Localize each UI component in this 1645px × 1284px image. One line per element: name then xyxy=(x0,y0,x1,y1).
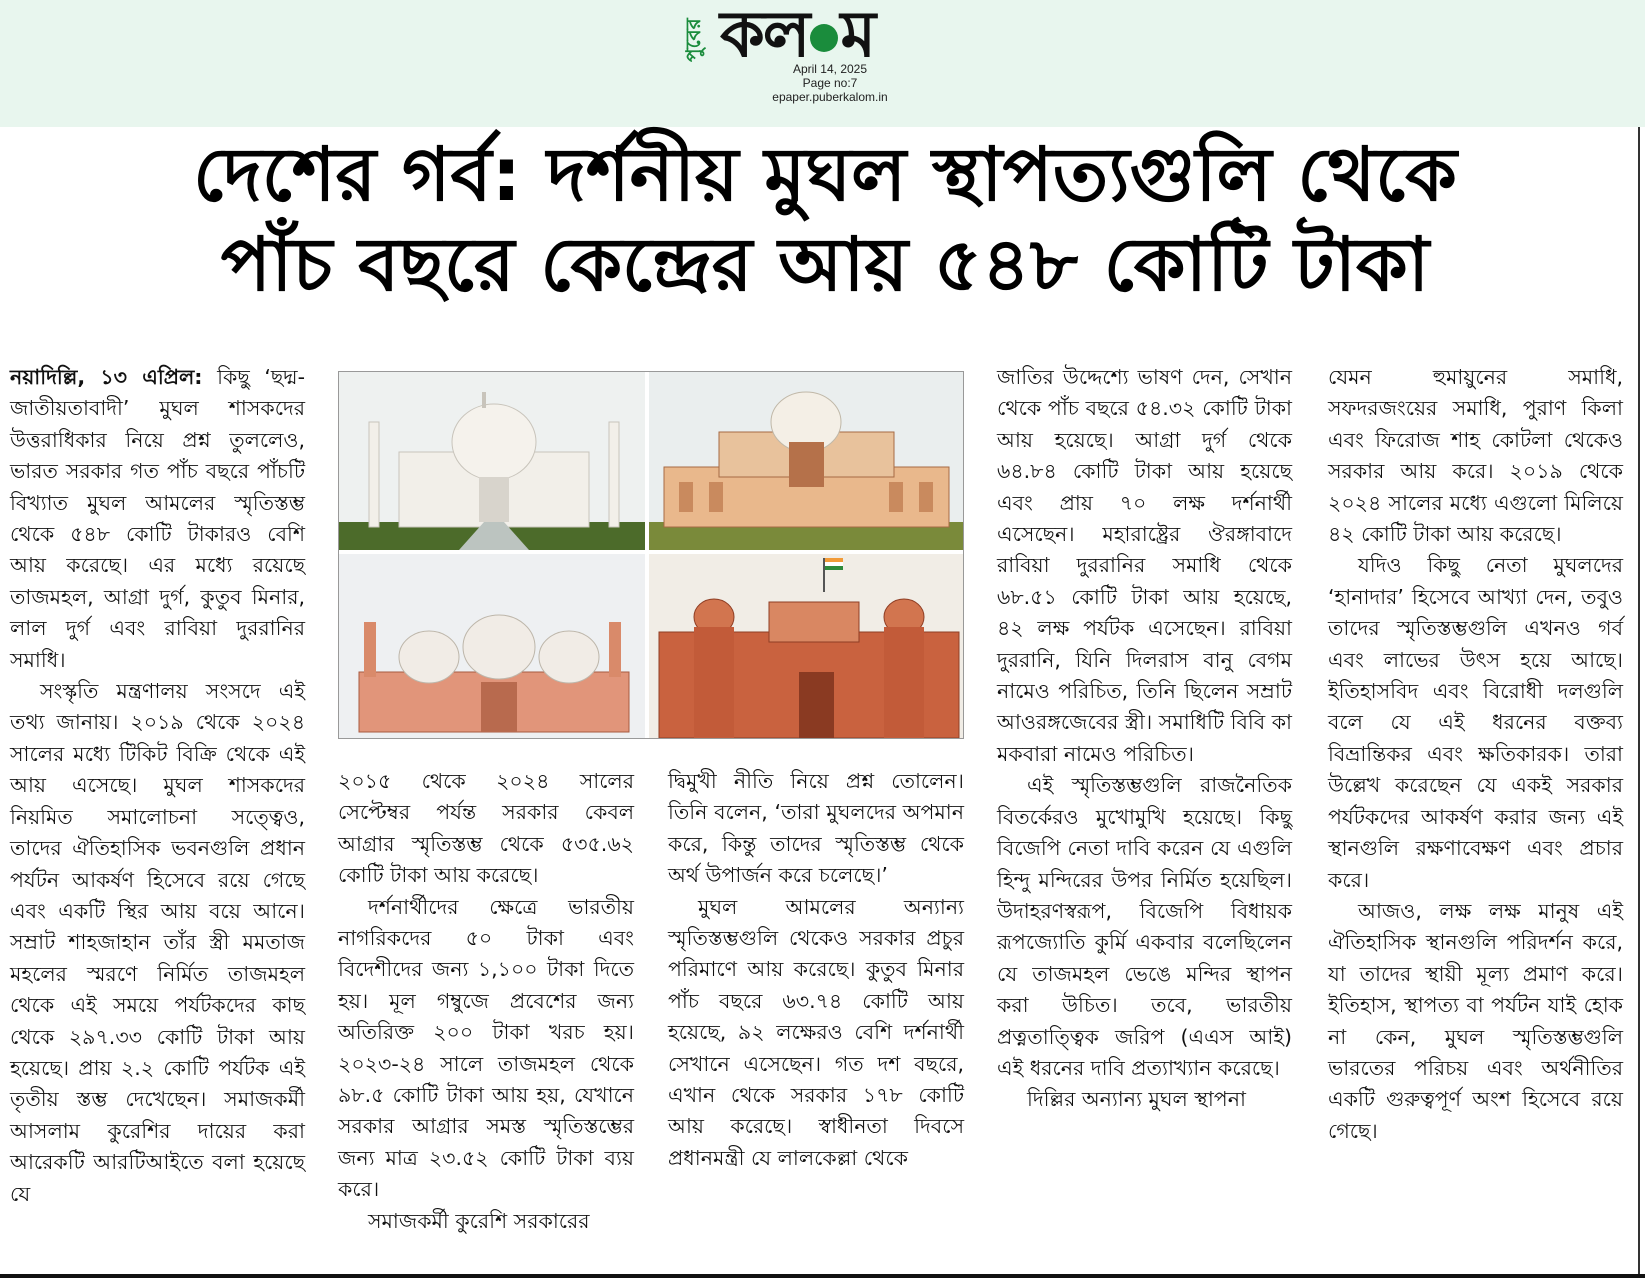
edition-date: April 14, 2025 xyxy=(792,62,868,76)
paragraph xyxy=(10,362,305,676)
article-column-5 xyxy=(1328,362,1623,1147)
site-link[interactable]: epaper.puberkalom.in xyxy=(772,90,888,104)
paragraph: জাতির উদ্দেশ্যে ভাষণ দেন, সেখান থেকে পাঁচ বছরে ৫৪.৩২ কোটি টাকা আয় হয়েছে। আগ্রা দুর্গ থেকে ৬৪.৮৪ কোটি টাকা আয় হয়েছে এবং প্রায় ৭০ লক্ষ দর্শনার্থী এসেছেন। মহারাষ্ট্রের ঔরঙ্গাবাদে রাবিয়া দুররানির সমাধি থেকে ৬৮.৫১ কোটি টাকা আয় হয়েছে, ৪২ লক্ষ পর্যটক এসেছেন। রাবিয়া দুররানি, যিনি দিলরাস বানু বেগম নামেও পরিচিত, তিনি ছিলেন সম্রাট আওরঙ্গজেবের স্ত্রী। সমাধিটি বিবি কা মকবারা নামেও পরিচিত। xyxy=(997,365,1292,766)
photo-collage xyxy=(339,372,963,738)
humayun-tomb-image xyxy=(649,372,963,550)
newspaper-logo[interactable] xyxy=(680,0,950,72)
edition-meta xyxy=(700,62,960,104)
paragraph: দর্শনার্থীদের ক্ষেত্রে ভারতীয় নাগরিকদের ৫০ টাকা এবং বিদেশীদের জন্য ১,১০০ টাকা দিতে হয়। মূল গম্বুজে প্রবেশের জন্য অতিরিক্ত ২০০ টাকা খরচ হয়। ২০২৩-২৪ সালে তাজমহল থেকে ৯৮.৫ কোটি টাকা আয় হয়, যেখানে সরকার আগ্রার সমস্ত স্মৃতিস্তম্ভের জন্য মাত্র ২৩.৫২ কোটি টাকা ব্যয় করে। xyxy=(338,894,634,1202)
article-column-2 xyxy=(338,766,634,1237)
headline xyxy=(40,130,1610,310)
paragraph: যদিও কিছু নেতা মুঘলদের ‘হানাদার’ হিসেবে আখ্যা দেন, তবুও তাদের স্মৃতিস্তম্ভগুলি এখনও গর্ব এবং লাভের উৎস হয়ে আছে। ইতিহাসবিদ এবং বিরোধী দলগুলি বলে যে এই ধরনের বক্তব্য বিভ্রান্তিকর এবং ক্ষতিকারক। তারা উল্লেখ করেছেন যে একই সরকার পর্যটকদের আকর্ষণ করার জন্য এই স্থানগুলি রক্ষণাবেক্ষণ এবং প্রচার করে। xyxy=(1328,553,1623,892)
badshahi-mosque-image xyxy=(339,554,645,738)
taj-mahal-image xyxy=(339,372,645,550)
paragraph: দিল্লির অন্যান্য মুঘল স্থাপনা xyxy=(1027,1087,1246,1112)
logo-main-pre: কল xyxy=(720,0,809,72)
logo-main-text xyxy=(720,0,874,70)
logo-small-text: পুবের xyxy=(681,18,705,62)
logo-main-post: ম xyxy=(840,0,875,72)
article-column-4 xyxy=(997,362,1292,1116)
masthead xyxy=(0,0,1645,127)
headline-line-2: পাঁচ বছরে কেন্দ্রের আয় ৫৪৮ কোটি টাকা xyxy=(220,222,1430,308)
paragraph: এই স্মৃতিস্তম্ভগুলি রাজনৈতিক বিতর্কেরও মুখোমুখি হয়েছে। কিছু বিজেপি নেতা দাবি করেন যে এগুলি হিন্দু মন্দিরের উপর নির্মিত হয়েছিল। উদাহরণস্বরূপ, বিজেপি বিধায়ক রূপজ্যোতি কুর্মি একবার বলেছিলেন যে তাজমহল ভেঙে মন্দির স্থাপন করা উচিত। তবে, ভারতীয় প্রত্নতাত্ত্বিক জরিপ (এএস আই) এই ধরনের দাবি প্রত্যাখ্যান করেছে। xyxy=(997,773,1292,1080)
paragraph: সমাজকর্মী কুরেশি সরকারের xyxy=(368,1208,590,1233)
paragraph: সংস্কৃতি মন্ত্রণালয় সংসদে এই তথ্য জানায়। ২০১৯ থেকে ২০২৪ সালের মধ্যে টিকিট বিক্রি থেকে এই আয় এসেছে। মুঘল শাসকদের নিয়মিত সমালোচনা সত্ত্বেও, তাদের ঐতিহাসিক ভবনগুলি প্রধান পর্যটন আকর্ষণ হিসেবে রয়ে গেছে এবং একটি স্থির আয় বয়ে আনে। সম্রাট শাহজাহান তাঁর স্ত্রী মমতাজ মহলের স্মরণে নির্মিত তাজমহল থেকে এই সময়ে পর্যটকদের কাছ থেকে ২৯৭.৩৩ কোটি টাকা আয় হয়েছে। প্রায় ২.২ কোটি পর্যটক এই তৃতীয় স্তম্ভ দেখেছেন। সমাজকর্মী আসলাম কুরেশির দায়ের করা আরেকটি আরটিআইতে বলা হয়েছে যে xyxy=(10,679,305,1206)
paragraph: আজও, লক্ষ লক্ষ মানুষ এই ঐতিহাসিক স্থানগুলি পরিদর্শন করে, যা তাদের স্থায়ী মূল্য প্রমাণ করে। ইতিহাস, স্থাপত্য বা পর্যটন যাই হোক না কেন, মুঘল স্মৃতিস্তম্ভগুলি ভারতের পরিচয় এবং অর্থনীতির একটি গুরুত্বপূর্ণ অংশ হিসেবে রয়ে গেছে। xyxy=(1328,898,1623,1143)
article-column-3 xyxy=(668,766,964,1174)
bottom-rule xyxy=(0,1274,1645,1278)
mughal-monuments-photo xyxy=(338,371,964,739)
headline-line-1: দেশের গর্ব: দর্শনীয় মুঘল স্থাপত্যগুলি থেকে xyxy=(193,132,1457,218)
dateline: নয়াদিল্লি, ১৩ এপ্রিল: xyxy=(10,365,203,389)
column-rule xyxy=(1638,127,1640,1277)
page-number: Page no:7 xyxy=(802,76,858,90)
article-column-1 xyxy=(10,362,305,1210)
red-fort-image xyxy=(649,554,963,738)
paragraph-text: কিছু ‘ছদ্ম-জাতীয়তাবাদী’ মুঘল শাসকদের উত্তরাধিকার নিয়ে প্রশ্ন তুললেও, ভারত সরকার গত পাঁচ বছরে পাঁচটি বিখ্যাত মুঘল আমলের স্মৃতিস্তম্ভ থেকে ৫৪৮ কোটি টাকারও বেশি আয় করেছে। এর মধ্যে রয়েছে তাজমহল, আগ্রা দুর্গ, কুতুব মিনার, লাল দুর্গ এবং রাবিয়া দুররানির সমাধি। xyxy=(10,365,305,672)
paragraph: যেমন হুমায়ুনের সমাধি, সফদরজংয়ের সমাধি, পুরাণ কিলা এবং ফিরোজ শাহ কোটলা থেকেও সরকার আয় করে। ২০১৯ থেকে ২০২৪ সালের মধ্যে এগুলো মিলিয়ে ৪২ কোটি টাকা আয় করেছে। xyxy=(1328,365,1623,547)
logo-dot-icon xyxy=(810,24,838,52)
paragraph: মুঘল আমলের অন্যান্য স্মৃতিস্তম্ভগুলি থেকেও সরকার প্রচুর পরিমাণে আয় করেছে। কুতুব মিনার পাঁচ বছরে ৬৩.৭৪ কোটি আয় হয়েছে, ৯২ লক্ষেরও বেশি দর্শনার্থী সেখানে এসেছেন। গত দশ বছরে, এখান থেকে সরকার ১৭৮ কোটি আয় করেছে। স্বাধীনতা দিবসে প্রধানমন্ত্রী যে লালকেল্লা থেকে xyxy=(668,894,964,1170)
paragraph: দ্বিমুখী নীতি নিয়ে প্রশ্ন তোলেন। তিনি বলেন, ‘তারা মুঘলদের অপমান করে, কিন্তু তাদের স্মৃতিস্তম্ভ থেকে অর্থ উপার্জন করে চলেছে।’ xyxy=(668,769,964,888)
paragraph: ২০১৫ থেকে ২০২৪ সালের সেপ্টেম্বর পর্যন্ত সরকার কেবল আগ্রার স্মৃতিস্তম্ভ থেকে ৫৩৫.৬২ কোটি টাকা আয় করেছে। xyxy=(338,769,634,888)
